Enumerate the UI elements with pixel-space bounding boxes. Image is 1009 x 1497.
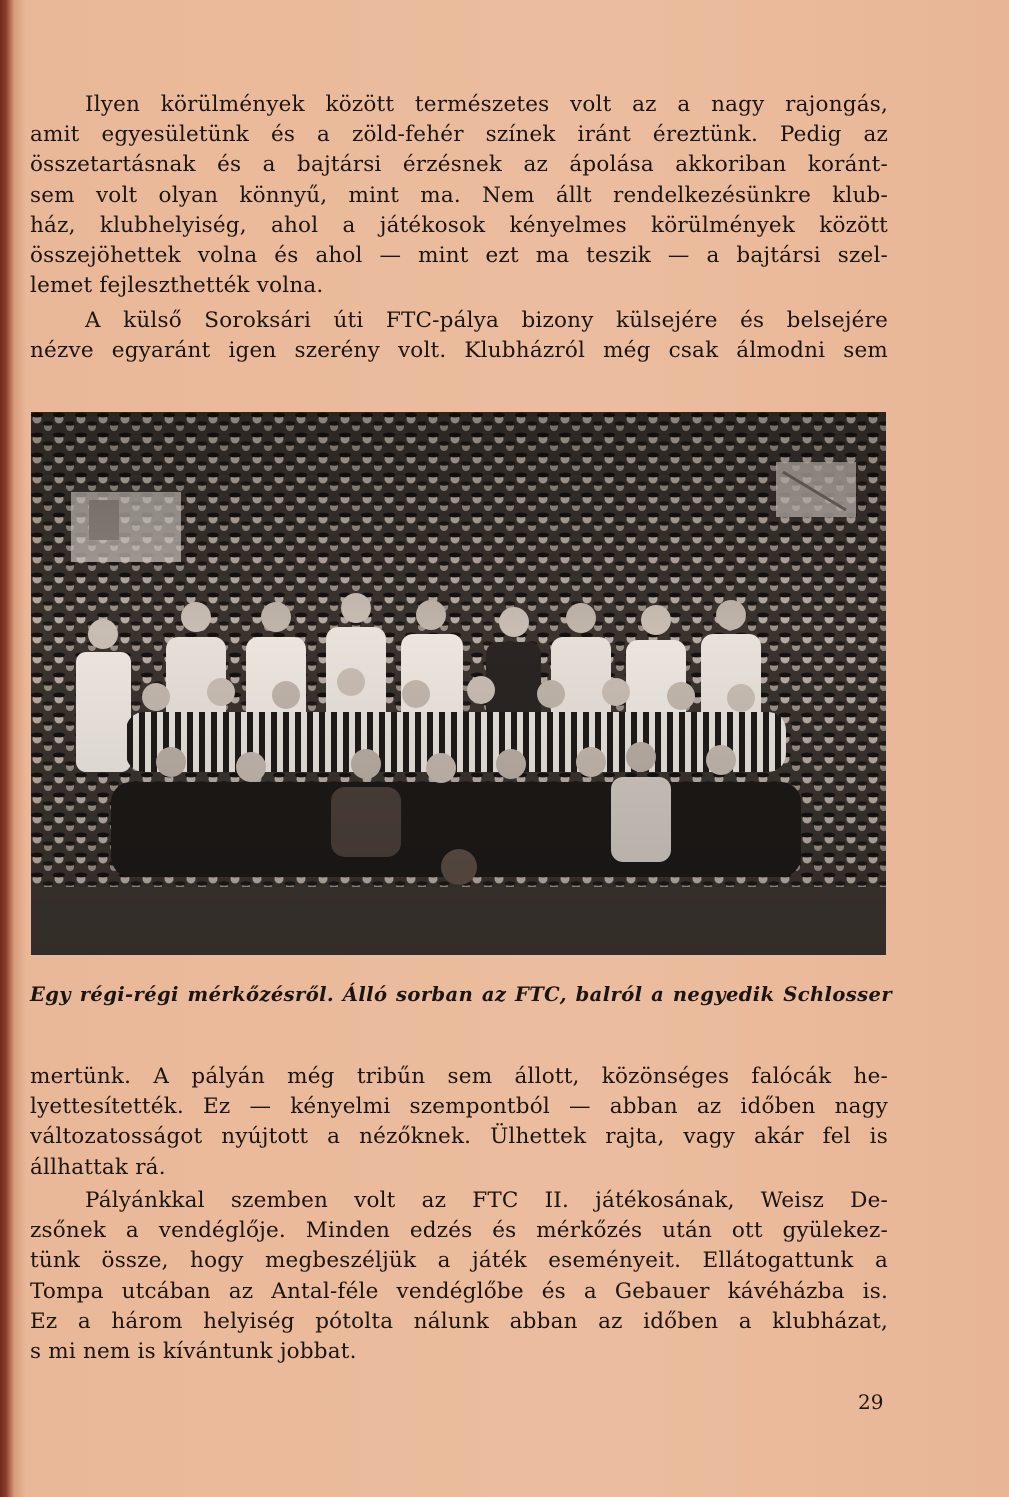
team-photograph — [31, 412, 886, 955]
text-line: Ilyen körülmények között természetes volt az a nagy rajongás, — [85, 92, 888, 117]
text-line: nézve egyaránt igen szerény volt. Klubházról még csak álmodni sem — [30, 338, 888, 364]
paragraph-3 — [30, 1062, 888, 1183]
text-line: összejöhettek volna és ahol — mint ezt ma teszik — a bajtársi szel- — [30, 243, 888, 269]
paragraph-2 — [30, 306, 888, 366]
text-line: állhattak rá. — [30, 1154, 166, 1180]
text-line: Ez a három helyiség pótolta nálunk abban az időben a klubházat, — [30, 1308, 888, 1334]
text-line: lyettesítették. Ez — kényelmi szempontból — abban az időben nagy — [30, 1094, 888, 1120]
page-number: 29 — [858, 1390, 884, 1414]
text-line: amit egyesületünk és a zöld-fehér színek iránt éreztünk. Pedig az — [30, 122, 888, 148]
text-line: Pályánkkal szemben volt az FTC II. játékosának, Weisz De- — [85, 1188, 888, 1213]
text-line: tünk össze, hogy megbeszéljük a játék eseményeit. Ellátogattunk a — [30, 1248, 888, 1274]
photo-illustration — [31, 412, 886, 955]
photo-caption: Egy régi-régi mérkőzésről. Álló sorban az FTC, balról a negyedik Schlosser — [30, 983, 892, 1006]
text-line: s mi nem is kívántunk jobbat. — [30, 1339, 357, 1365]
text-line: sem volt olyan könnyű, mint ma. Nem állt rendelkezésünkre klub- — [30, 182, 888, 208]
paragraph-4 — [30, 1186, 888, 1367]
text-line: ház, klubhelyiség, ahol a játékosok kényelmes körülmények között — [30, 212, 888, 238]
text-line: változatosságot nyújtott a nézőknek. Ülhettek rajta, vagy akár fel is — [30, 1124, 888, 1150]
text-line: zsőnek a vendéglője. Minden edzés és mérkőzés után ott gyülekez- — [30, 1218, 888, 1244]
text-line: A külső Soroksári úti FTC-pálya bizony külsejére és belsejére — [85, 308, 888, 333]
text-line: lemet fejleszthették volna. — [30, 273, 324, 299]
text-line: Tompa utcában az Antal-féle vendéglőbe és a Gebauer kávéházba is. — [30, 1278, 888, 1304]
text-line: mertünk. A pályán még tribűn sem állott, közönséges falócák he- — [30, 1064, 888, 1089]
text-line: összetartásnak és a bajtársi érzésnek az ápolása akkoriban koránt- — [30, 152, 888, 178]
paragraph-1 — [30, 90, 888, 301]
